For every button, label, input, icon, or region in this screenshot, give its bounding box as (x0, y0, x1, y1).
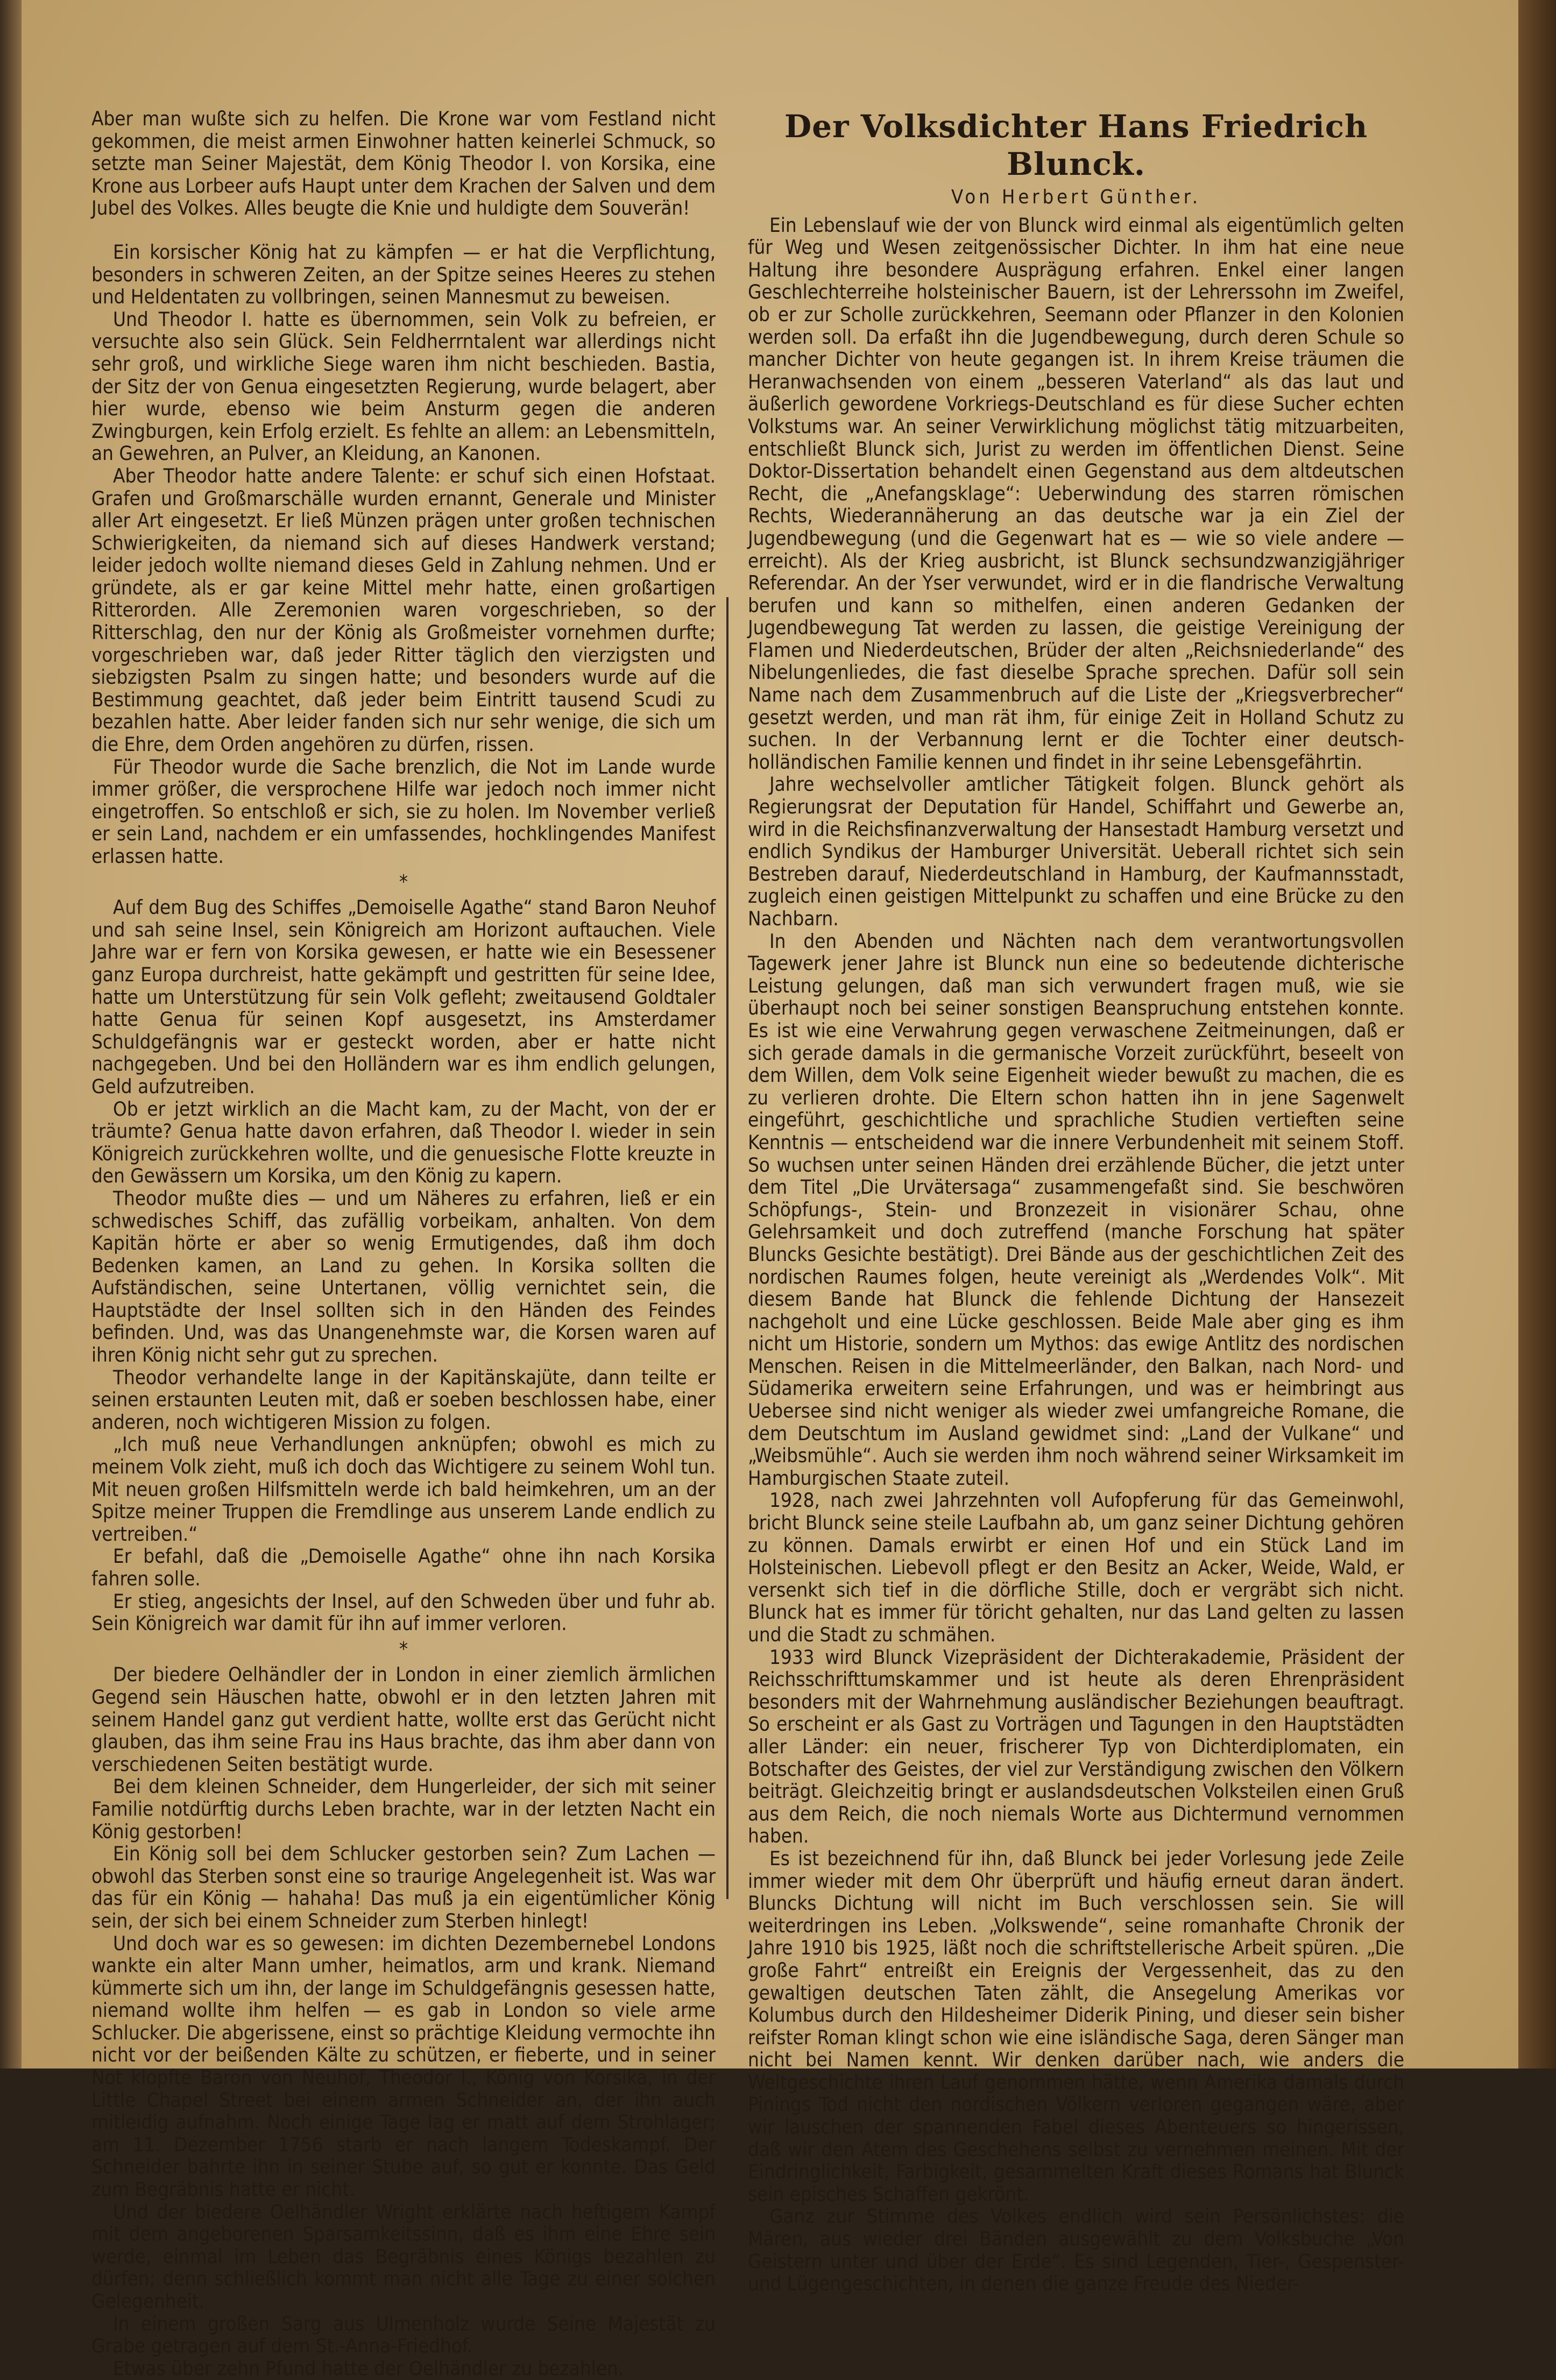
paragraph: Aber Theodor hatte andere Talente: er schuf sich einen Hofstaat. Grafen und Großmarschälle wurden ernannt, Generale und Minister aller Art eingesetzt. Er ließ Münzen prägen unter großen technischen Schwierigkeiten, da niemand sich auf dieses Handwerk verstand; leider jedoch wollte niemand dieses Geld in Zahlung nehmen. Und er gründete, als er gar keine Mittel mehr hatte, einen großartigen Ritterorden. Alle Zeremonien waren vorgeschrieben, so der Ritterschlag, den nur der König als Großmeister vornehmen durfte; vorgeschrieben war, daß jeder Ritter täglich den vierzigsten und siebzigsten Psalm zu singen hatte; und besonders wurde auf die Bestimmung geachtet, daß jeder beim Eintritt tausend Scudi zu bezahlen hatte. Aber leider fanden sich nur sehr wenige, die sich um die Ehre, dem Orden angehören zu dürfen, rissen. (91, 464, 716, 756)
paragraph: Für Theodor wurde die Sache brenzlich, die Not im Lande wurde immer größer, die versprochene Hilfe war jedoch noch immer nicht eingetroffen. So entschloß er sich, sie zu holen. Im November verließ er sein Land, nachdem er ein umfassendes, hochklingendes Manifest erlassen hatte. (91, 755, 716, 868)
paragraph: Auf dem Bug des Schiffes „Demoiselle Agathe“ stand Baron Neuhof und sah seine Insel, sein Königreich am Horizont auftauchen. Viele Jahre war er fern von Korsika gewesen, er hatte wie ein Besessener ganz Europa durchreist, hatte gekämpft und gestritten für seine Idee, hatte um Unterstützung für sein Volk gefleht; zweitausend Goldtaler hatte Genua für seinen Kopf ausgesetzt, ins Amsterdamer Schuldgefängnis war er gesteckt worden, aber er hatte nicht nachgegeben. Und bei den Holländern war es ihm endlich gelungen, Geld aufzutreiben. (91, 896, 716, 1098)
page-gutter (0, 0, 22, 2069)
paragraph: Ein Lebenslauf wie der von Blunck wird einmal als eigentümlich gelten für Weg und Wesen zeitgenössischer Dichter. In ihm hat eine neue Haltung ihre besondere Ausprägung erfahren. Enkel einer langen Geschlechterreihe holsteinischer Bauern, ist der Lehrerssohn im Zweifel, ob er zur Scholle zurückkehren, Seemann oder Pflanzer in den Kolonien werden soll. Da erfaßt ihn die Jugendbewegung, durch deren Schule so mancher Dichter von heute gegangen ist. In ihrem Kreise träumen die Heranwachsenden von einem „besseren Vaterland“ als das laut und äußerlich gewordene Vorkriegs-Deutschland es für diese Sucher echten Volkstums war. An seiner Verwirklichung möglichst tätig mitzuarbeiten, entschließt Blunck sich, Jurist zu werden im öffentlichen Dienst. Seine Doktor-Dissertation behandelt einen Gegenstand aus dem altdeutschen Recht, die „Anefangsklage“: Ueberwindung des starren römischen Rechts, Wiederannäherung an das deutsche war ja ein Ziel der Jugendbewegung (und die Gegenwart hat es — wie so viele andere — erreicht). Als der Krieg ausbricht, ist Blunck sechsundzwanzigjähriger Referendar. An der Yser verwundet, wird er in die flandrische Verwaltung berufen und kann so mithelfen, einen anderen Gedanken der Jugendbewegung Tat werden zu lassen, die geistige Vereinigung der Flamen und Niederdeutschen, Brüder der alten „Reichsniederlande“ des Nibelungenliedes, die fast dieselbe Sprache sprechen. Dafür soll sein Name nach dem Zusammenbruch auf die Liste der „Kriegsverbrecher“ gesetzt werden, und man rät ihm, für einige Zeit in Holland Schutz zu suchen. In der Verbannung lernt er die Tochter einer deutsch-holländischen Familie kennen und findet in ihr seine Lebensgefährtin. (748, 213, 1404, 774)
paragraph: Ganz zur Stimme des Volkes endlich wird sein Persönlichstes: die Mären, aus wieder drei Bänden ausgewählt zu dem Volksbuche „Von Geistern unter und über der Erde“. Es sind Legenden, Tier-, Gespenster- und Lügengeschichten, in denen die ganze Freude des Nieder- (748, 2205, 1404, 2296)
section-separator: * (399, 1638, 408, 1660)
paragraph: Etwas über zehn Pfund hatte der Oelhändler zu bezahlen. (113, 2356, 624, 2380)
paragraph: 1933 wird Blunck Vizepräsident der Dichterakademie, Präsident der Reichsschrifttumskammer und ist heute als deren Ehrenpräsident besonders mit der Wahrnehmung ausländischer Beziehungen beauftragt. So erscheint er als Gast zu Vorträgen und Tagungen in den Hauptstädten aller Länder: ein neuer, frischerer Typ von Dichterdiplomaten, ein Botschafter des Geistes, der viel zur Verständigung zwischen den Völkern beiträgt. Gleichzeitig bringt er auslandsdeutschen Volksteilen einen Gruß aus dem Reich, die noch niemals Worte aus Dichtermund vernommen haben. (748, 1645, 1404, 1848)
paragraph: Theodor verhandelte lange in der Kapitänskajüte, dann teilte er seinen erstaunten Leuten mit, daß er soeben beschlossen habe, einer anderen, noch wichtigeren Mission zu folgen. (91, 1365, 716, 1434)
paragraph: In den Abenden und Nächten nach dem verantwortungsvollen Tagewerk jener Jahre ist Blunck nun eine so bedeutende dichterische Leistung gelungen, daß man sich verwundert fragen muß, wie sie überhaupt noch bei seiner sonstigen Beanspruchung entstehen konnte. Es ist wie eine Verwahrung gegen verwaschene Zeitmeinungen, daß er sich gerade damals in die germanische Vorzeit zurückführt, beseelt von dem Willen, dem Volk seine Eigenheit wieder bewußt zu machen, die es zu verlieren drohte. Die Eltern schon hatten ihn in jene Sagenwelt eingeführt, geschichtliche und sprachliche Studien vertieften seine Kenntnis — entscheidend war die innere Verbundenheit mit seinem Stoff. So wuchsen unter seinen Händen drei erzählende Bücher, die jetzt unter dem Titel „Die Urvätersaga“ zusammengefaßt sind. Sie beschwören Schöpfungs-, Stein- und Bronzezeit in visionärer Schau, ohne Gelehrsamkeit und doch zutreffend (manche Forschung hat später Bluncks Gesichte bestätigt). Drei Bände aus der geschichtlichen Zeit des nordischen Raumes folgen, heute vereinigt als „Werdendes Volk“. Mit diesem Bande hat Blunck die fehlende Dichtung der Hansezeit nachgeholt und eine Lücke geschlossen. Beide Male aber ging es ihm nicht um Historie, sondern um Mythos: das ewige Antlitz des nordischen Menschen. Reisen in die Mittelmeerländer, den Balkan, nach Nord- und Südamerika erweitern seine Erfahrungen, und was er heimbringt aus Uebersee sind nicht weniger als wieder zwei umfangreiche Romane, die dem Deutschtum im Ausland gewidmet sind: „Land der Vulkane“ und „Weibsmühle“. Auch sie werden ihm noch während seiner Wirksamkeit im Hamburgischen Staate zuteil. (748, 929, 1404, 1490)
paragraph: „Ich muß neue Verhandlungen anknüpfen; obwohl es mich zu meinem Volk zieht, muß ich doch das Wichtigere zu seinem Wohl tun. Mit neuen großen Hilfsmitteln werde ich bald heimkehren, um an der Spitze meiner Truppen die Fremdlinge aus unserem Lande endlich zu vertreiben.“ (91, 1433, 716, 1546)
article-byline: Von Herbert Günther. (951, 186, 1201, 208)
paragraph: Ein korsischer König hat zu kämpfen — er hat die Verpflichtung, besonders in schweren Zeiten, an der Spitze seines Heeres zu stehen und Heldentaten zu vollbringen, seinen Mannesmut zu beweisen. (91, 240, 716, 309)
column-rule (726, 597, 729, 1899)
paragraph: Und der biedere Oelhändler Wright erklärte nach heftigem Kampf mit dem angeborenen Sparsamkeitssinn, daß es ihm eine Ehre sein werde, einmal im Leben das Begräbnis eines Königs bezahlen zu dürfen; denn schließlich kommt man nicht alle Tage zu einer solchen Gelegenheit. (91, 2200, 716, 2313)
section-separator: * (399, 870, 408, 893)
paragraph: Und Theodor I. hatte es übernommen, sein Volk zu befreien, er versuchte also sein Glück. Sein Feldherrntalent war allerdings nicht sehr groß, und wirkliche Siege waren ihm nicht beschieden. Bastia, der Sitz der von Genua eingesetzten Regierung, wurde belagert, aber hier wurde, ebenso wie beim Ansturm gegen die anderen Zwingburgen, kein Erfolg erzielt. Es fehlte an allem: an Lebensmitteln, an Gewehren, an Pulver, an Kleidung, an Kanonen. (91, 307, 716, 465)
paragraph: Er befahl, daß die „Demoiselle Agathe“ ohne ihn nach Korsika fahren solle. (91, 1545, 716, 1590)
newspaper-page (22, 0, 1556, 2380)
book-spine (1518, 0, 1556, 2069)
paragraph: Ob er jetzt wirklich an die Macht kam, zu der Macht, von der er träumte? Genua hatte davon erfahren, daß Theodor I. wieder in sein Königreich zurückkehren wollte, und die genuesische Flotte kreuzte in den Gewässern um Korsika, um den König zu kapern. (91, 1097, 716, 1188)
paragraph: Aber man wußte sich zu helfen. Die Krone war vom Festland nicht gekommen, die meist armen Einwohner hatten keinerlei Schmuck, so setzte man Seiner Majestät, dem König Theodor I. von Korsika, eine Krone aus Lorbeer aufs Haupt unter dem Krachen der Salven und dem Jubel des Volkes. Alles beugte die Knie und huldigte dem Souverän! (91, 107, 716, 220)
paragraph: Es ist bezeichnend für ihn, daß Blunck bei jeder Vorlesung jede Zeile immer wieder mit dem Ohr überprüft und häufig erneut daran ändert. Bluncks Dichtung will nicht im Buch verschlossen sein. Sie will weiterdringen ins Leben. „Volkswende“, seine romanhafte Chronik der Jahre 1910 bis 1925, läßt noch die schriftstellerische Arbeit spüren. „Die große Fahrt“ entreißt ein Ereignis der Vergessenheit, das zu den gewaltigen deutschen Taten zählt, die Ansegelung Amerikas vor Kolumbus durch den Hildesheimer Diderik Pining, und dieser sein bisher reifster Roman klingt schon wie eine isländische Saga, deren Sänger man nicht bei Namen kennt. Wir denken darüber nach, wie anders die Weltgeschichte ihren Lauf genommen hätte, wenn Amerika damals durch Pinings Tod nicht den nordischen Völkern verloren gegangen wäre, aber wir lauschen der spannenden Fabel dieses Abenteuers so hingerissen, daß wir den Atem des Geschehens selbst zu vernehmen meinen. Mit der Eindringlichkeit, Farbigkeit, gesammelten Kraft dieses Romans hat Blunck sein episches Schaffen gekrönt. (748, 1846, 1404, 2206)
left-column (91, 108, 716, 2379)
paragraph: Ein König soll bei dem Schlucker gestorben sein? Zum Lachen — obwohl das Sterben sonst eine so traurige Angelegenheit ist. Was war das für ein König — hahaha! Das muß ja ein eigentümlicher König sein, der sich bei einem Schneider zum Sterben hinlegt! (91, 1842, 716, 1932)
paragraph: Und doch war es so gewesen: im dichten Dezembernebel Londons wankte ein alter Mann umher, heimatlos, arm und krank. Niemand kümmerte sich um ihn, der lange im Schuldgefängnis gesessen hatte, niemand wollte ihm helfen — es gab in London so viele arme Schlucker. Die abgerissene, einst so prächtige Kleidung vermochte ihn nicht vor der beißenden Kälte zu schützen, er fieberte, und in seiner Not klopfte Baron von Neuhof, Theodor I., König von Korsika, in der Little Chapel Street bei einem armen Schneider an, der ihn auch mitleidig aufnahm. Noch einige Tage lag er matt auf dem Strohlager; am 11. Dezember 1756 starb er nach langem Todeskampf. Der Schneider bahrte ihn in seiner Stube auf, so gut er konnte. Das Geld zum Begräbnis hatte er nicht. (91, 1931, 716, 2201)
paragraph: Bei dem kleinen Schneider, dem Hungerleider, der sich mit seiner Familie notdürftig durchs Leben brachte, war in der letzten Nacht ein König gestorben! (91, 1775, 716, 1843)
paragraph: Er stieg, angesichts der Insel, auf den Schweden über und fuhr ab. Sein Königreich war damit für ihn auf immer verloren. (91, 1589, 716, 1635)
paragraph: 1928, nach zwei Jahrzehnten voll Aufopferung für das Gemeinwohl, bricht Blunck seine steile Laufbahn ab, um ganz seiner Dichtung gehören zu können. Damals erwirbt er einen Hof und ein Stück Land im Holsteinischen. Liebevoll pflegt er den Besitz an Acker, Weide, Wald, er versenkt sich tief in die dörfliche Stille, doch er vergräbt sich nicht. Blunck hat es immer für töricht gehalten, nur das Land gelten zu lassen und die Stadt zu schmähen. (748, 1489, 1404, 1646)
paragraph: Theodor mußte dies — und um Näheres zu erfahren, ließ er ein schwedisches Schiff, das zufällig vorbeikam, anhalten. Von dem Kapitän hörte er aber so wenig Ermutigendes, daß ihm doch Bedenken kamen, an Land zu gehen. In Korsika sollten die Aufständischen, seine Untertanen, völlig vernichtet sein, die Hauptstädte der Insel sollten sich in den Händen des Feindes befinden. Und, was das Unangenehmste war, die Korsen waren auf ihren König nicht sehr gut zu sprechen. (91, 1186, 716, 1367)
article-headline: Der Volksdichter Hans Friedrich Blunck. (784, 108, 1368, 182)
right-column (748, 102, 1404, 2295)
paragraph: Der biedere Oelhändler der in London in einer ziemlich ärmlichen Gegend sein Häuschen hatte, obwohl er in den letzten Jahren mit seinem Handel ganz gut verdient hatte, wollte erst das Gerücht nicht glauben, das ihm seine Frau ins Haus brachte, das ihm aber dann von verschiedenen Seiten bestätigt wurde. (91, 1663, 716, 1776)
paragraph: Jahre wechselvoller amtlicher Tätigkeit folgen. Blunck gehört als Regierungsrat der Deputation für Handel, Schiffahrt und Gewerbe an, wird in die Reichsfinanzverwaltung der Hansestadt Hamburg versetzt und endlich Syndikus der Hamburger Universität. Ueberall richtet sich sein Bestreben darauf, Niederdeutschland in Hamburg, der Kaufmannsstadt, zugleich einen geistigen Mittelpunkt zu schaffen und eine Brücke zu den Nachbarn. (748, 773, 1404, 930)
paragraph: In einem großen Sarg aus Ulmenholz wurde Seine Majestät zu Grabe getragen auf dem St.-Anna-Friedhof. (91, 2312, 716, 2358)
